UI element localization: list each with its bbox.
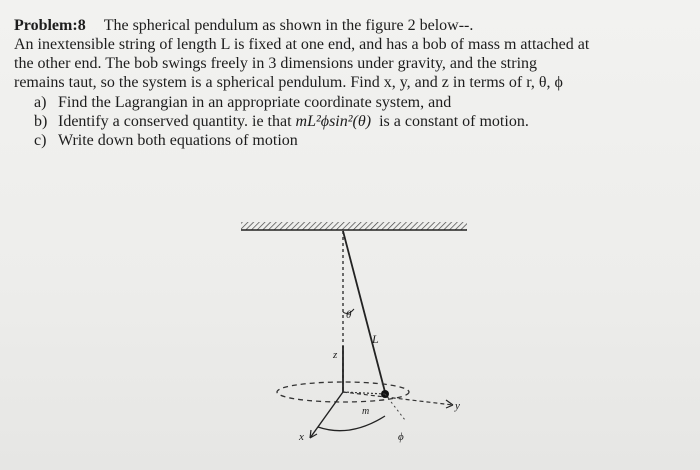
conserved-quantity-math: mL²ϕsin²(θ) xyxy=(295,113,372,130)
phi-arc xyxy=(318,416,385,431)
task-mark-a: a) xyxy=(34,94,47,111)
task-text-c: Write down both equations of motion xyxy=(58,132,298,149)
problem-line-2: the other end. The bob swings freely in 3 dimensions under gravity, and the string xyxy=(14,55,538,72)
label-z: z xyxy=(333,349,338,361)
label-L: L xyxy=(372,332,379,346)
label-x: x xyxy=(299,431,304,443)
problem-intro: The spherical pendulum as shown in the figure 2 below--. xyxy=(103,17,474,34)
label-phi: ϕ xyxy=(398,431,404,443)
task-text-b-after: is a constant of motion. xyxy=(371,113,529,130)
label-m: m xyxy=(362,406,370,417)
label-theta: θ xyxy=(346,309,352,321)
problem-line-1: An inextensible string of length L is fixed at one end, and has a bob of mass m attached at xyxy=(14,36,590,53)
task-text-b-before: Identify a conserved quantity. ie that xyxy=(58,113,296,130)
task-mark-c: c) xyxy=(34,132,47,149)
task-mark-b: b) xyxy=(34,113,48,130)
problem-line-3: remains taut, so the system is a spherical pendulum. Find x, y, and z in terms of r, θ, ϕ xyxy=(14,74,563,91)
y-axis xyxy=(343,392,453,405)
ceiling-hatch xyxy=(241,222,467,230)
problem-label: Problem:8 xyxy=(14,17,86,34)
label-y: y xyxy=(455,400,460,412)
task-text-a: Find the Lagrangian in an appropriate coordinate system, and xyxy=(58,94,452,111)
radial-projection-line xyxy=(343,392,385,394)
